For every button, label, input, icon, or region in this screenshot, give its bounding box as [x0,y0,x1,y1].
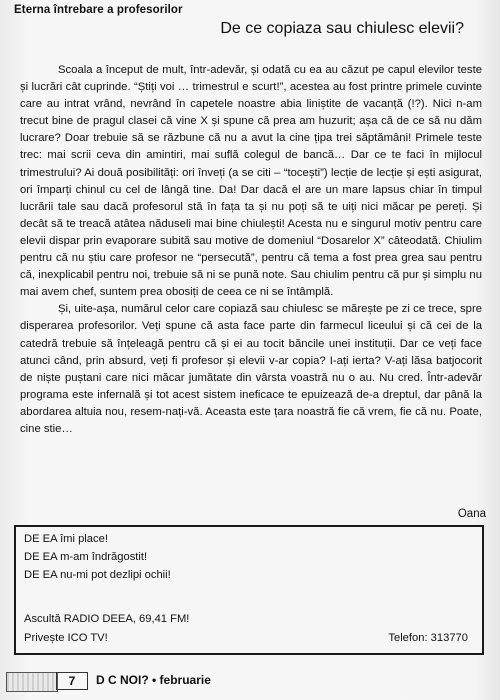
publication-name: D C NOI? • februarie [96,673,211,687]
article-paragraph: Și, uite-așa, numărul celor care copiază sau chiulesc se mărește pe zi ce trece, spre disperarea profesorilor. Veți spune că asta face parte din farmecul liceului și că cei de la catedră trebuie să înțeleagă pentru că și ei au tocit băncile unei instituții. Dar ce veți face atunci când, prin absurd, veți fi profesor și elevii v-ar copia? I-ați ierta? V-ați lăsa batjocorit de niște puștani care nici măcar jumătate din vârsta voastră nu o au. Nu cred. Într-adevăr programa este infernală și tot acest sistem ineficace te epuizează de-a dreptul, dar până la abordarea altuia nou, resem-nați-vă. Aceasta este țara noastră fie că vrem, fie că nu. Poate, cine stie… [20,303,482,435]
advert-slogan: DE EA nu-mi pot dezlipi ochii! [24,569,171,581]
footer-decoration [6,672,58,692]
advert-box [14,525,484,655]
page-number: 7 [56,672,88,690]
article-headline: De ce copiaza sau chiulesc elevii? [220,20,464,37]
page-footer [0,663,500,700]
author-signature: Oana [457,508,486,520]
advert-tv: Privește ICO TV! [24,632,108,644]
advert-phone: Telefon: 313770 [388,632,468,644]
article-paragraph: Scoala a început de mult, într-adevăr, și odată cu ea au căzut pe capul elevilor teste și lucrări cât cuprinde. “Știți voi … trimestrul e scurt!”, acestea au fost printre primele cuvinte care au intrat vrând, nevrând în capetele noastre abia liniștite de vacanță (!?). Nici n-am trecut bine de pragul clasei că vine X și spune că prea am huzurit; așa că de ce să nu dăm lucrare? Doar trebuie să se răzbune că nu a avut la cine țipa trei săptămâni! Primele teste trec: mai scrii ceva din amintiri, mai suflă colegul de bancă… Dar ce te faci în mijlocul trimestrului? Ai două posibilități: ori înveți (a se citi – “tocești”) lecție de lecție și ești asigurat, ori împarți chinul cu cel de lângă tine. Da! Dar dacă el are un mare lapsus chiar în timpul lucrării tale sau dacă profesorul stă în fața ta și nu poți să te uiți nici măcar pe pereți. Și decât să te treacă atâtea năduseli mai bine chiulești! Acesta nu e singurul motiv pentru care elevii dispar prin evaporare subită sau motive de domeniul “Dosarelor X” câteodată. Chiulim pentru că nu știu care profesor ne “persecută”, pentru că tema a fost prea grea sau pentru că, inexplicabil pentru noi, trebuie să ni se pună note. Sau chiulim pentru că pur și simplu nu mai avem chef, suntem prea obosiți de ceea ce ni se întâmplă. [20,64,482,299]
advert-radio: Ascultă RADIO DEEA, 69,41 FM! [24,613,190,625]
advert-slogan: DE EA îmi place! [24,533,108,545]
advert-slogan: DE EA m-am îndrăgostit! [24,551,148,563]
article-body [20,62,482,438]
section-label: Eterna întrebare a profesorilor [14,4,183,16]
